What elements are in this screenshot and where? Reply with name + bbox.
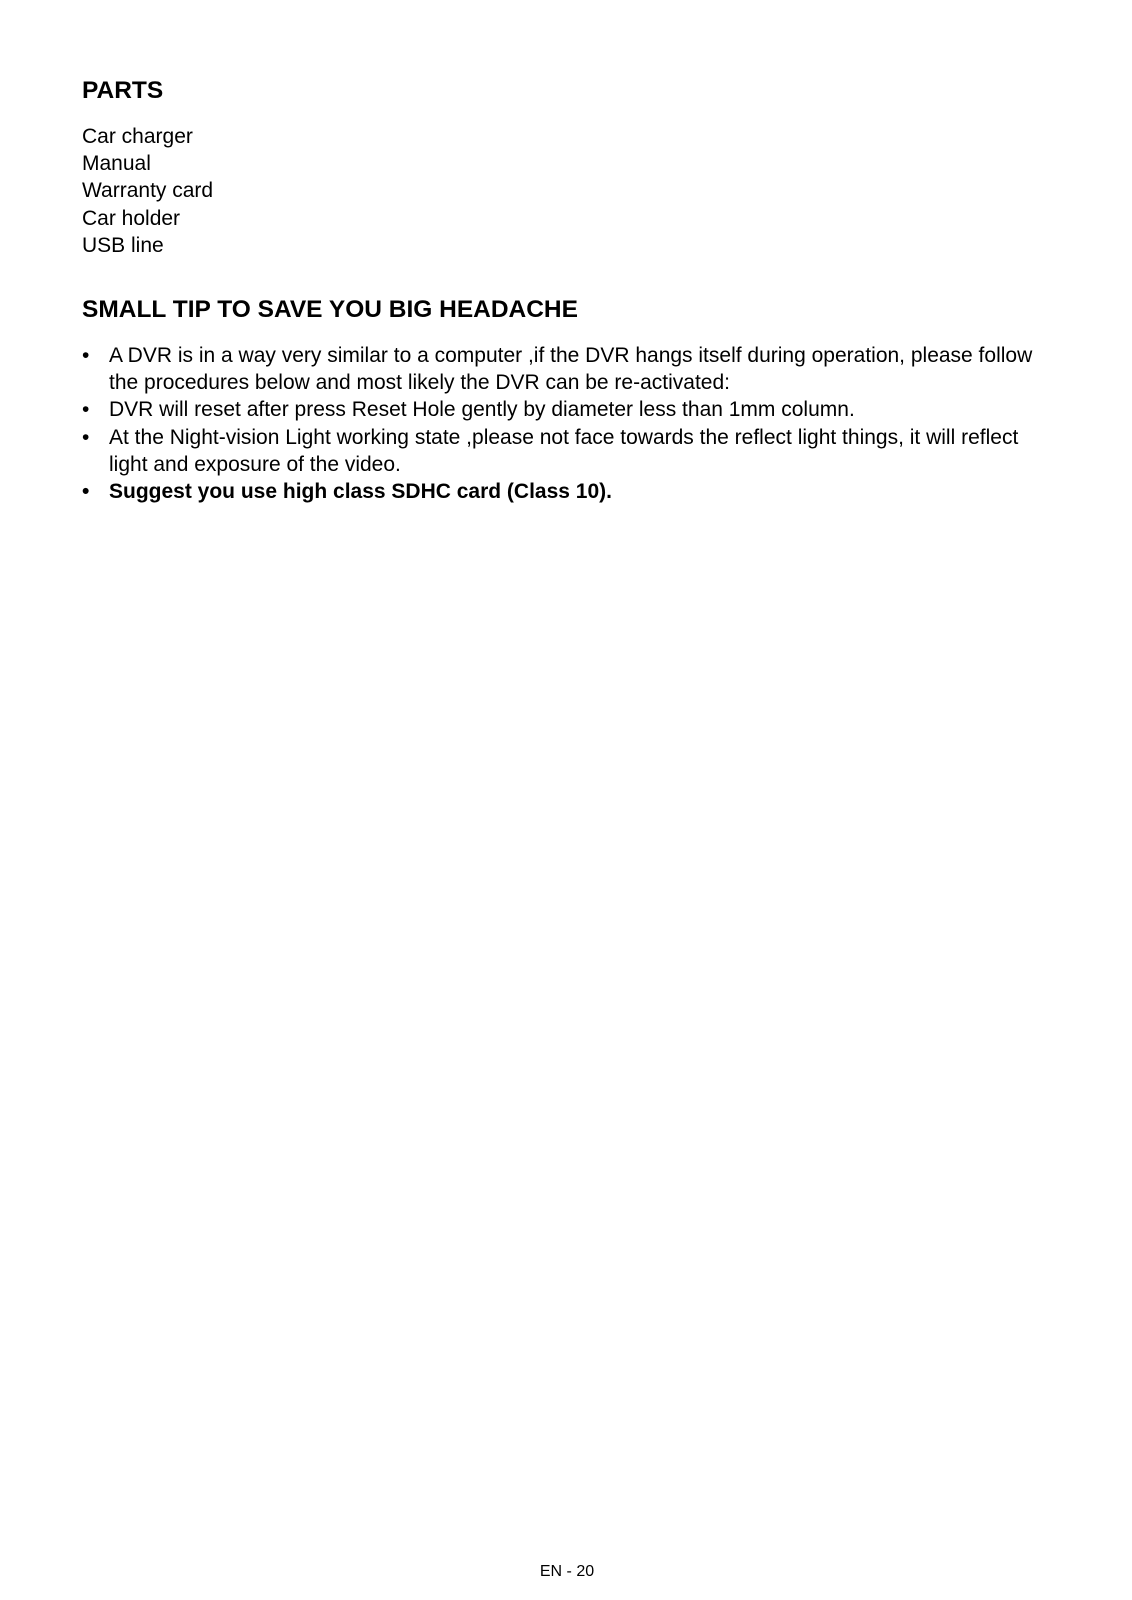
bullet-marker: • [82, 344, 90, 367]
tip-item-night-vision [82, 424, 1062, 478]
tip-item-reset-hole [82, 396, 1062, 423]
bullet-marker: • [82, 480, 90, 504]
parts-heading: PARTS [82, 77, 164, 104]
tip-text: At the Night-vision Light working state ,please not face towards the reflect light things, it will reflect light and exposure of the video. [109, 425, 1019, 476]
tip-text: DVR will reset after press Reset Hole gently by diameter less than 1mm column. [109, 398, 855, 422]
tips-heading: SMALL TIP TO SAVE YOU BIG HEADACHE [82, 296, 578, 323]
parts-item-usb-line: USB line [82, 233, 164, 257]
parts-list [82, 123, 213, 259]
parts-item-car-holder: Car holder [82, 206, 181, 230]
page-number: EN - 20 [539, 1563, 595, 1580]
parts-item-manual: Manual [82, 152, 151, 176]
tip-text: A DVR is in a way very similar to a computer ,if the DVR hangs itself during operation, please follow the procedures below and most likely the DVR can be re-activated: [109, 344, 1033, 395]
tip-text: Suggest you use high class SDHC card (Class 10). [109, 480, 612, 504]
tip-item-sdhc-card [82, 478, 1062, 505]
tips-list [82, 342, 1062, 505]
parts-item-warranty-card: Warranty card [82, 179, 214, 203]
parts-item-car-charger: Car charger [82, 125, 193, 148]
tip-item-dvr-hangs [82, 342, 1062, 396]
page-footer [0, 1562, 1132, 1582]
bullet-marker: • [82, 425, 90, 449]
bullet-marker: • [82, 398, 90, 422]
